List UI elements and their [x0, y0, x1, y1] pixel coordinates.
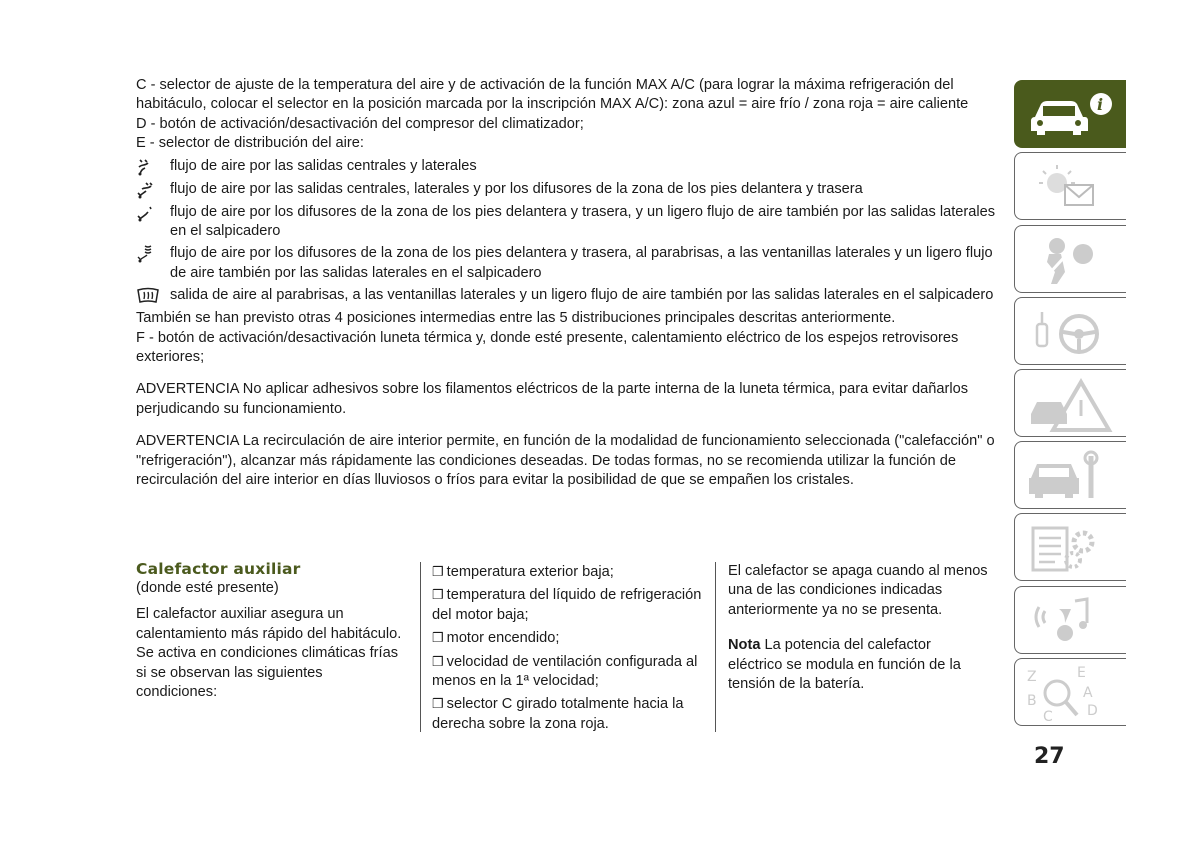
checkbox-bullet-icon: ❒: [432, 587, 444, 603]
column-1: [136, 560, 406, 702]
paragraph-intermediate: También se han previsto otras 4 posiciones intermedias entre las 5 distribuciones principales descritas anteriormente.: [136, 310, 896, 327]
emergency-warning-icon: [1025, 376, 1117, 432]
key-steering-wheel-icon: [1025, 304, 1117, 360]
multimedia-icon: [1025, 593, 1117, 649]
section-subheading: (donde esté presente): [136, 580, 279, 596]
column-3: [715, 562, 988, 732]
tab-dashboard[interactable]: [1014, 152, 1126, 220]
air-center-side-vent-icon: [136, 157, 170, 177]
svg-text:D: D: [1087, 703, 1098, 719]
tab-index[interactable]: [1014, 658, 1126, 726]
note-text: La potencia del calefactor eléctrico se modula en función de la tensión de la batería.: [728, 637, 961, 693]
air-feet-icon: [136, 203, 170, 223]
checkbox-bullet-icon: ❒: [432, 653, 444, 669]
dashboard-lights-icon: [1025, 159, 1117, 215]
tab-starting-driving[interactable]: [1014, 297, 1126, 365]
svg-text:E: E: [1077, 665, 1086, 681]
checkbox-bullet-icon: ❒: [432, 630, 444, 646]
condition-item: ❒ motor encendido;: [432, 630, 560, 647]
paragraph-e: E - selector de distribución del aire:: [136, 135, 364, 152]
aux-activation: Se activa en condiciones climáticas frías si se observan las siguientes condiciones:: [136, 645, 398, 701]
list-item-text: flujo de aire por las salidas centrales y laterales: [170, 157, 477, 174]
tab-service[interactable]: [1014, 441, 1126, 509]
aux-note: [728, 636, 988, 694]
auxiliary-heater-section: [136, 560, 996, 735]
section-heading: Calefactor auxiliar: [136, 560, 301, 578]
checkbox-bullet-icon: ❒: [432, 564, 444, 579]
list-item: [136, 180, 996, 200]
condition-item: ❒ temperatura del líquido de refrigeración del motor baja;: [432, 587, 702, 623]
warning-rear-window: ADVERTENCIA No aplicar adhesivos sobre los filamentos eléctricos de la parte interna de la luneta térmica, para evitar dañarlos perjudicando su funcionamiento.: [136, 381, 968, 417]
air-center-side-feet-icon: [136, 180, 170, 200]
distribution-list: [136, 157, 996, 307]
tab-technical-data[interactable]: [1014, 513, 1126, 581]
list-item: [136, 244, 996, 283]
defrost-windshield-icon: [136, 286, 170, 306]
car-info-icon: [1025, 87, 1117, 143]
list-item-text: flujo de aire por los difusores de la zona de los pies delantera y trasera, y un ligero flujo de aire también por las salidas laterales en el salpicadero: [170, 203, 996, 240]
list-item-text: salida de aire al parabrisas, a las ventanillas laterales y un ligero flujo de aire también por las salidas laterales en el salpicadero: [170, 287, 994, 304]
tab-safety[interactable]: [1014, 225, 1126, 293]
list-item: [136, 286, 996, 306]
paragraph-c: C - selector de ajuste de la temperatura del aire y de activación de la función MAX A/C (para lograr la máxima refrigeración del habitáculo, colocar el selector en la posición marcada por la inscripción MAX A/C): zona azul = aire frío / zona roja = aire caliente: [136, 77, 969, 113]
aux-off-text: El calefactor se apaga cuando al menos una de las condiciones indicadas anteriormente ya no se presenta.: [728, 563, 988, 618]
condition-item: ❒ velocidad de ventilación configurada al menos en la 1ª velocidad;: [432, 653, 698, 690]
warning-recirculation: ADVERTENCIA La recirculación de aire interior permite, en función de la modalidad de funcionamiento seleccionada ("calefacción" o "refrigeración"), alcanzar más rápidamente las condiciones deseadas. De todas formas, no se recomienda utilizar la función de recirculación del aire interior en días lluviosos o fríos para evitar la posibilidad de que se empañen los cristales.: [136, 433, 995, 489]
safety-airbag-icon: [1025, 232, 1117, 288]
list-item-text: flujo de aire por los difusores de la zona de los pies delantera y trasera, al parabrisas, a las ventanillas laterales y un ligero flujo de aire también por las salidas laterales en el salpicadero: [170, 245, 993, 281]
page-number: 27: [1034, 744, 1065, 769]
svg-text:A: A: [1083, 685, 1093, 701]
tab-car-info[interactable]: [1014, 80, 1126, 148]
paragraph-d: D - botón de activación/desactivación del compresor del climatizador;: [136, 115, 584, 132]
car-wrench-icon: [1025, 448, 1117, 504]
technical-data-icon: [1025, 520, 1117, 576]
aux-intro: El calefactor auxiliar asegura un calentamiento más rápido del habitáculo.: [136, 606, 402, 642]
checkbox-bullet-icon: ❒: [432, 696, 444, 712]
paragraph-f: F - botón de activación/desactivación luneta térmica y, donde esté presente, calentamiento eléctrico de los espejos retrovisores exteriores;: [136, 329, 959, 366]
list-item-text: flujo de aire por las salidas centrales, laterales y por los difusores de la zona de los pies delantera y trasera: [170, 180, 863, 197]
tab-multimedia[interactable]: [1014, 586, 1126, 654]
svg-text:Z: Z: [1027, 669, 1037, 685]
svg-text:B: B: [1027, 693, 1037, 709]
list-item: [136, 157, 996, 177]
note-label: Nota: [728, 637, 761, 654]
tab-emergency[interactable]: [1014, 369, 1126, 437]
column-2: [420, 562, 712, 732]
main-text: [136, 76, 996, 491]
list-item: [136, 203, 996, 242]
condition-item: ❒ selector C girado totalmente hacia la derecha sobre la zona roja.: [432, 696, 684, 732]
svg-text:i: i: [1097, 95, 1104, 114]
svg-text:C: C: [1043, 709, 1053, 721]
air-feet-windshield-icon: [136, 244, 170, 264]
alphabetical-index-icon: [1025, 665, 1117, 721]
condition-item: ❒ temperatura exterior baja;: [432, 564, 614, 580]
